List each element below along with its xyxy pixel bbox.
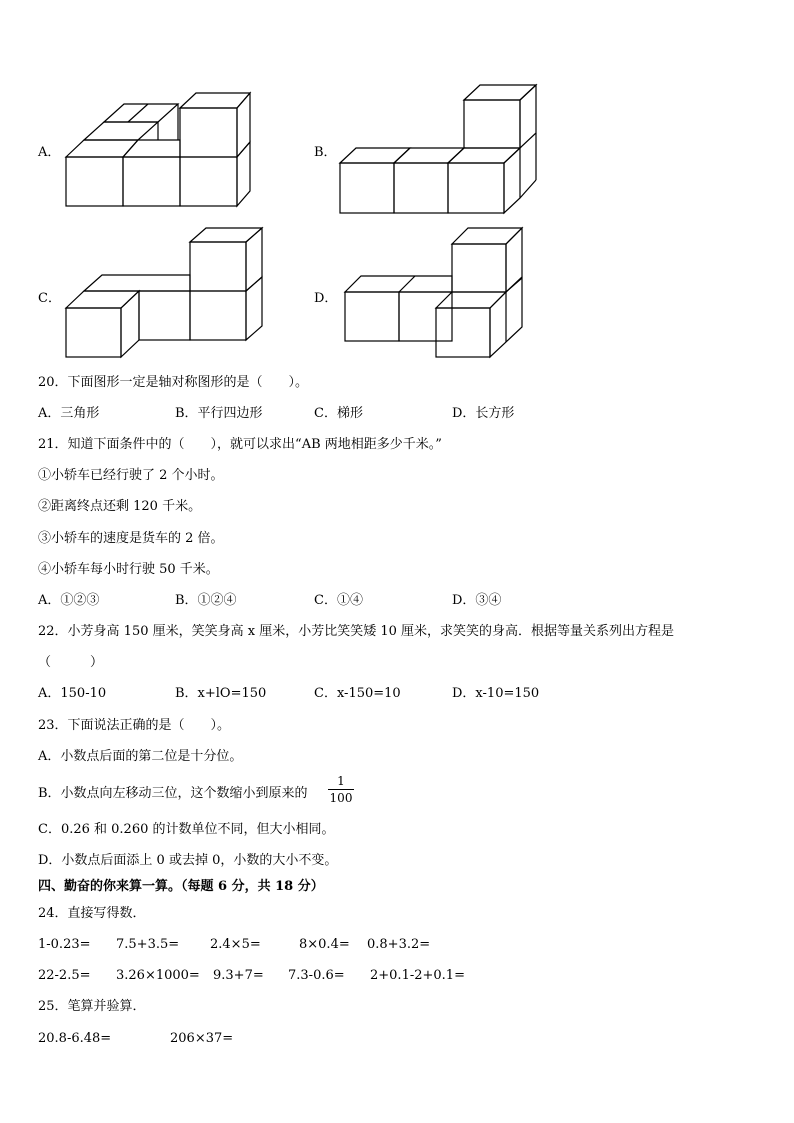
- figure-option-b-label: B．: [314, 145, 337, 160]
- section-4-heading: 四、勤奋的你来算一算。（每题 6 分，共 18 分）: [38, 879, 324, 894]
- q21-condition-1: ①小轿车已经行驶了 2 个小时。: [38, 468, 224, 483]
- q20-option-d[interactable]: D．长方形: [452, 406, 515, 421]
- q23-option-b[interactable]: [38, 785, 308, 803]
- figure-option-d-label: D．: [314, 291, 338, 306]
- q24-item: 2+0.1-2+0.1=: [370, 968, 465, 983]
- q21-condition-4: ④小轿车每小时行驶 50 千米。: [38, 562, 219, 577]
- figure-option-c-label: C．: [38, 291, 61, 306]
- q22-option-a[interactable]: A．150-10: [38, 686, 107, 701]
- cube-figures: [0, 0, 794, 370]
- q21-option-c[interactable]: C．①④: [314, 593, 363, 608]
- q22-option-c[interactable]: C．x-150=10: [314, 686, 401, 701]
- q23-stem: 23．下面说法正确的是（ ）。: [38, 718, 231, 733]
- figure-option-a-label: A．: [38, 145, 61, 160]
- q22-option-b[interactable]: B．x+lO=150: [175, 686, 267, 701]
- q23-fraction-denominator: 100: [329, 791, 353, 805]
- q24-item: 3.26×1000=: [116, 968, 200, 983]
- q24-stem: 24．直接写得数．: [38, 906, 146, 921]
- q24-item: 9.3+7=: [213, 968, 264, 983]
- q22-stem: 22．小芳身高 150 厘米，笑笑身高 x 厘米，小芳比笑笑矮 10 厘米，求笑笑的身高．根据等量关系列出方程是: [38, 624, 675, 639]
- q21-condition-2: ②距离终点还剩 120 千米。: [38, 499, 202, 514]
- q20-option-a[interactable]: A．三角形: [38, 406, 100, 421]
- q23-option-a[interactable]: A．小数点后面的第二位是十分位。: [38, 749, 243, 764]
- q22-option-d[interactable]: D．x-10=150: [452, 686, 540, 701]
- q24-item: 7.3-0.6=: [288, 968, 345, 983]
- q22-answer-blank: （ ）: [38, 655, 104, 670]
- q23-option-c[interactable]: C．0.26 和 0.260 的计数单位不同，但大小相同。: [38, 822, 335, 837]
- figure-d-cubes: [345, 228, 522, 357]
- q24-item: 0.8+3.2=: [367, 937, 431, 952]
- q20-stem: 20．下面图形一定是轴对称图形的是（ ）。: [38, 375, 309, 390]
- q20-option-c[interactable]: C．梯形: [314, 406, 363, 421]
- q23-option-b-text: B．小数点向左移动三位，这个数缩小到原来的: [38, 786, 308, 801]
- q24-item: 2.4×5=: [210, 937, 261, 952]
- q23-option-d[interactable]: D．小数点后面添上 0 或去掉 0，小数的大小不变。: [38, 853, 338, 868]
- q23-fraction: [328, 774, 354, 805]
- q24-item: 8×0.4=: [299, 937, 350, 952]
- q21-stem: 21．知道下面条件中的（ ），就可以求出“AB 两地相距多少千米。”: [38, 437, 442, 452]
- q21-option-d[interactable]: D．③④: [452, 593, 502, 608]
- cube-drawings: [0, 0, 794, 370]
- fraction-bar: [328, 789, 354, 790]
- figure-c-cubes: [66, 228, 262, 357]
- figure-b-cubes: [340, 85, 536, 213]
- q25-item: 206×37=: [170, 1031, 234, 1046]
- q21-option-b[interactable]: B．①②④: [175, 593, 237, 608]
- q24-item: 7.5+3.5=: [116, 937, 180, 952]
- q23-fraction-numerator: 1: [337, 774, 345, 788]
- q25-stem: 25．笔算并验算．: [38, 999, 146, 1014]
- q20-option-b[interactable]: B．平行四边形: [175, 406, 263, 421]
- q24-item: 1-0.23=: [38, 937, 91, 952]
- q21-option-a[interactable]: A．①②③: [38, 593, 100, 608]
- q21-condition-3: ③小轿车的速度是货车的 2 倍。: [38, 531, 224, 546]
- q24-item: 22-2.5=: [38, 968, 91, 983]
- figure-a-cubes: [66, 93, 250, 206]
- q25-item: 20.8-6.48=: [38, 1031, 112, 1046]
